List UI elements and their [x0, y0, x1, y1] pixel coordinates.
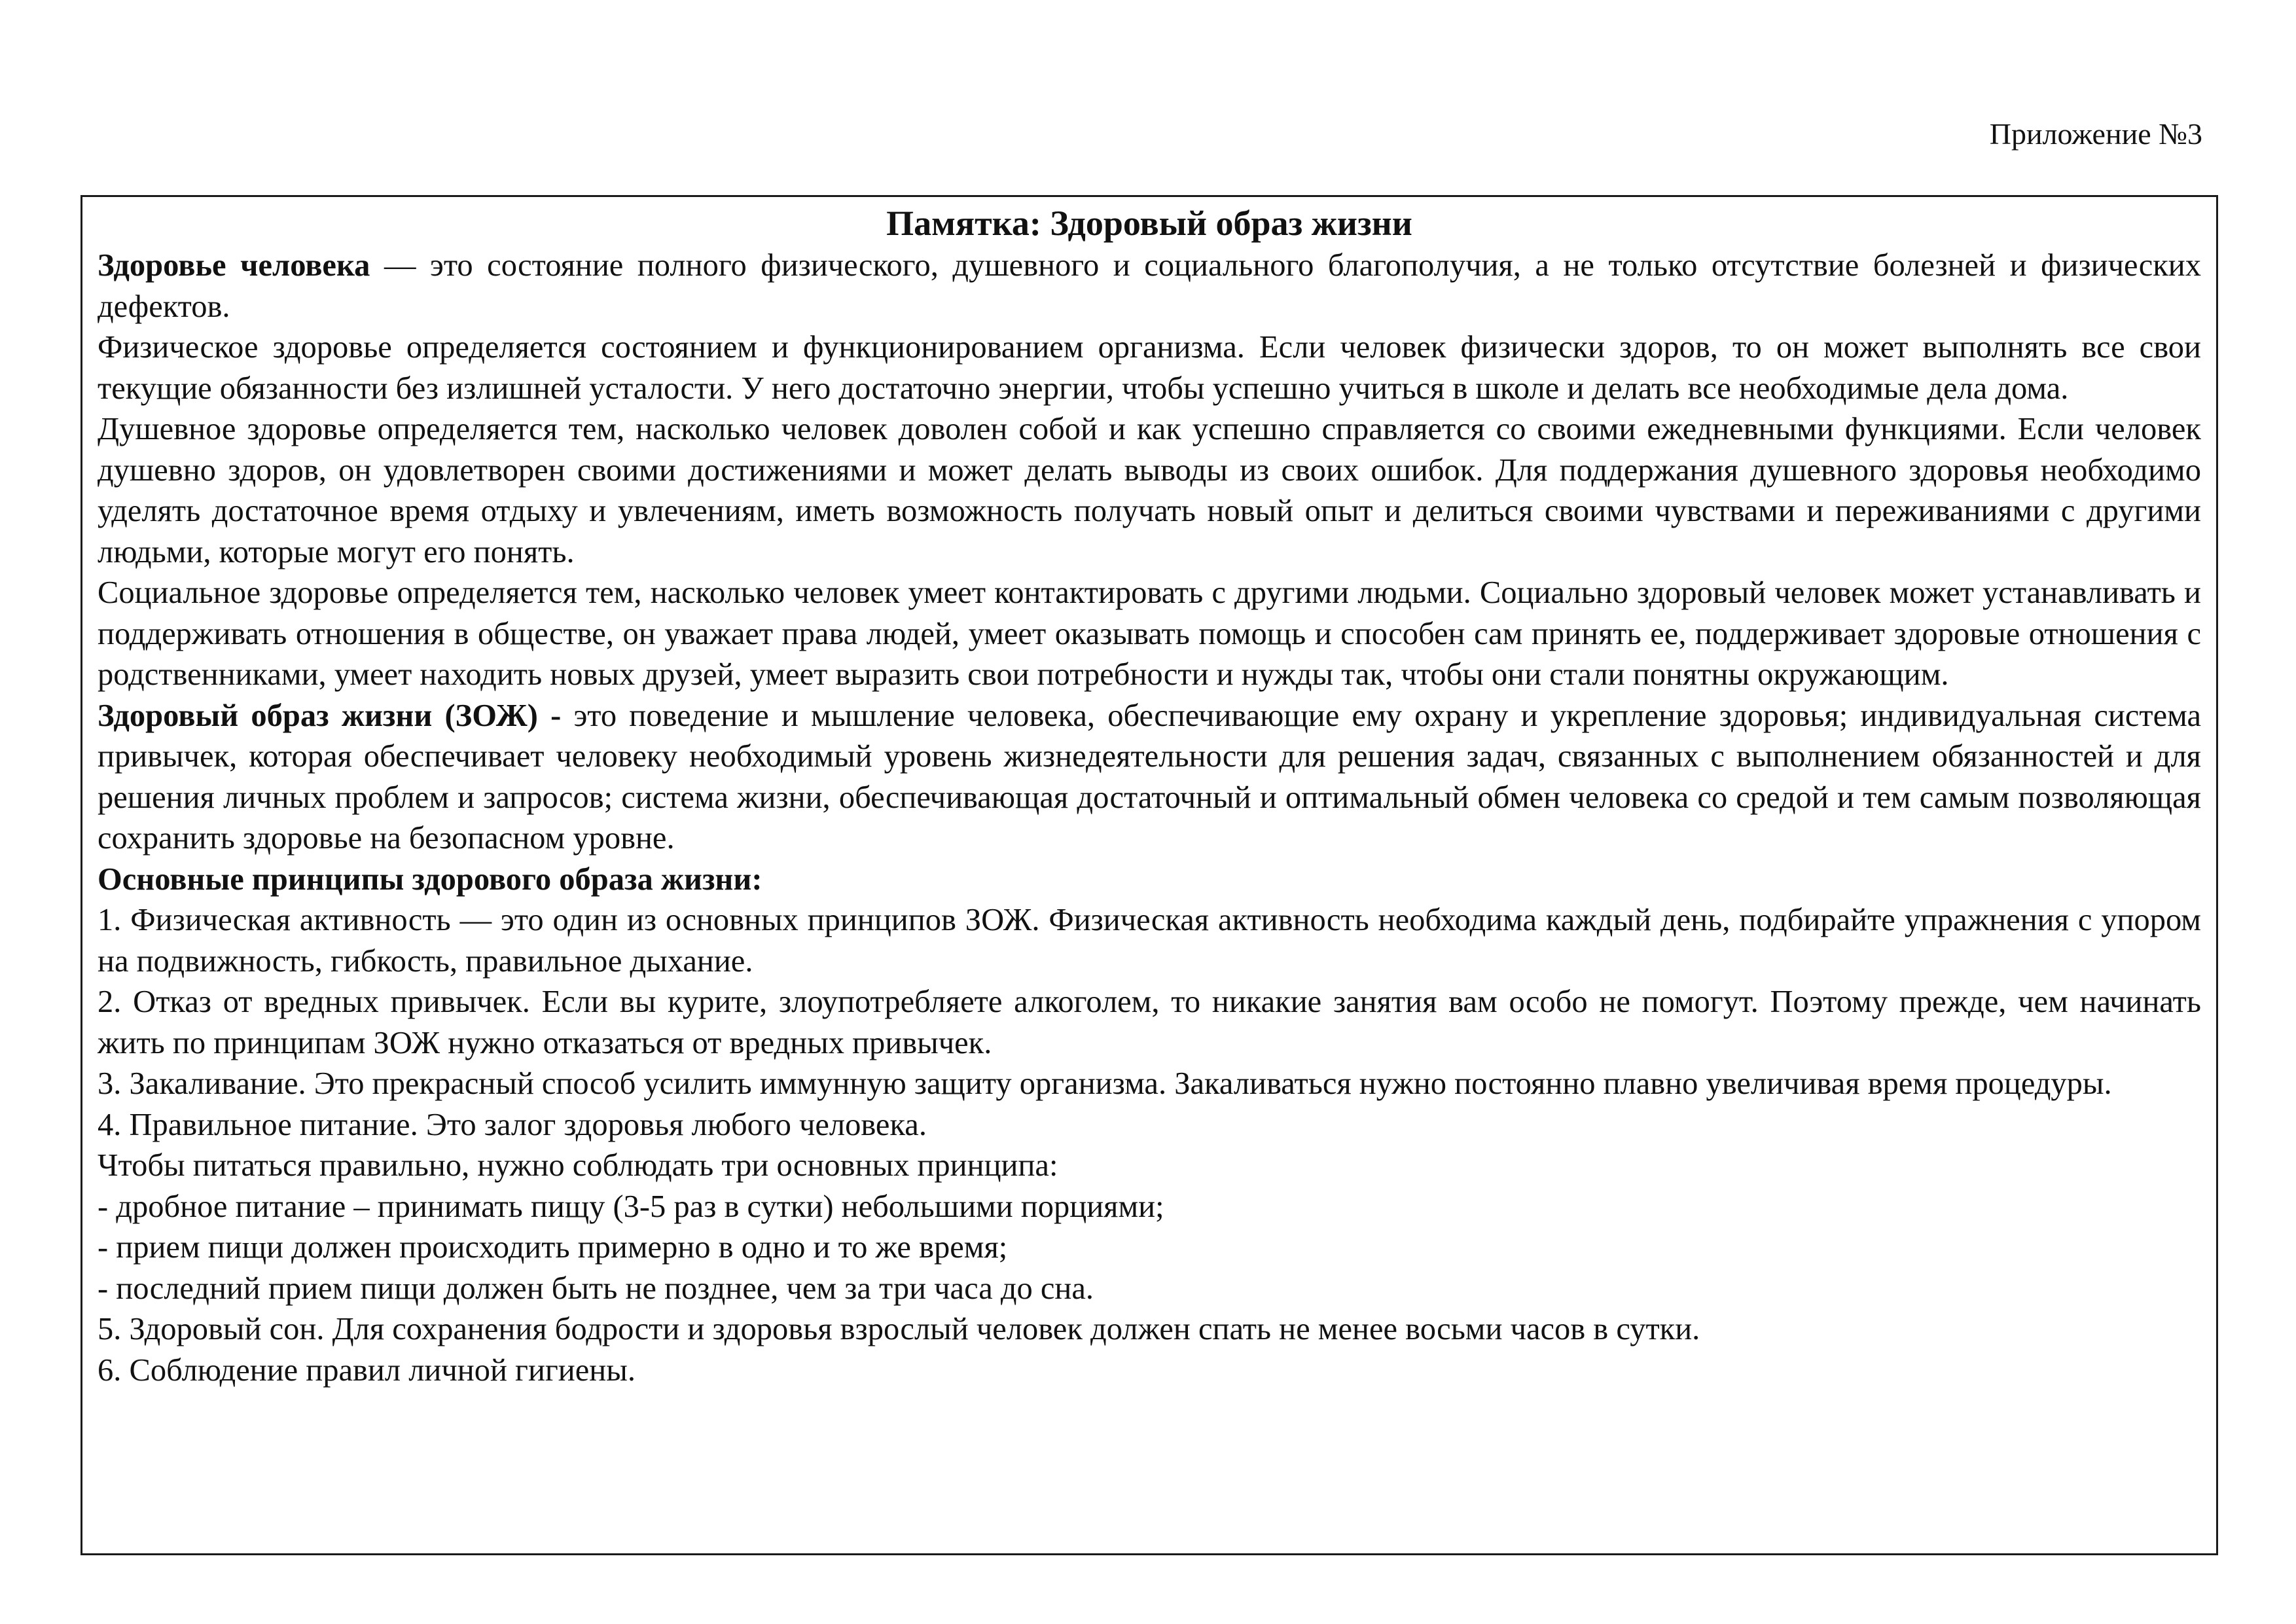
memo-body — [98, 245, 2201, 1391]
social-health-paragraph: Социальное здоровье определяется тем, насколько человек умеет контактировать с другими людьми. Социально здоровый человек может устанавливать и поддерживать отношения в обществе, он уважает права людей, умеет оказывать помощь и способен сам принять ее, поддерживает здоровые отношения с родственниками, умеет находить новых друзей, умеет выразить свои потребности и нужды так, чтобы они стали понятны окружающим. — [98, 575, 2201, 692]
principle-item: 3. Закаливание. Это прекрасный способ усилить иммунную защиту организма. Закаливаться нужно постоянно плавно увеличивая время процедуры. — [98, 1066, 2112, 1101]
zozh-definition — [98, 696, 2201, 859]
physical-health-paragraph: Физическое здоровье определяется состоянием и функционированием организма. Если человек физически здоров, то он может выполнять все свои текущие обязанности без излишней усталости. У него достаточно энергии, чтобы успешно учиться в школе и делать все необходимые дела дома. — [98, 330, 2201, 406]
zozh-term: Здоровый образ жизни (ЗОЖ) - — [98, 698, 562, 733]
nutrition-rule: - дробное питание – принимать пищу (3-5 раз в сутки) небольшими порциями; — [98, 1189, 1164, 1224]
memo-box — [81, 195, 2218, 1555]
principles-heading: Основные принципы здорового образа жизни: — [98, 861, 762, 897]
health-term: Здоровье человека — [98, 248, 370, 283]
nutrition-rule: - прием пищи должен происходить примерно в одно и то же время; — [98, 1230, 1008, 1265]
health-definition-text: — это состояние полного физического, душевного и социального благополучия, а не только отсутствие болезней и физических дефектов. — [98, 248, 2201, 324]
principle-item: 2. Отказ от вредных привычек. Если вы курите, злоупотребляете алкоголем, то никакие занятия вам особо не помогут. Поэтому прежде, чем начинать жить по принципам ЗОЖ нужно отказаться от вредных привычек. — [98, 984, 2201, 1060]
principle-item: 4. Правильное питание. Это залог здоровья любого человека. — [98, 1107, 927, 1142]
appendix-label: Приложение №3 — [1989, 117, 2202, 151]
principle-item: 1. Физическая активность — это один из основных принципов ЗОЖ. Физическая активность необходима каждый день, подбирайте упражнения с упором на подвижность, гибкость, правильное дыхание. — [98, 903, 2201, 979]
mental-health-paragraph: Душевное здоровье определяется тем, насколько человек доволен собой и как успешно справляется со своими ежедневными функциями. Если человек душевно здоров, он удовлетворен своими достижениями и может делать выводы из своих ошибок. Для поддержания душевного здоровья необходимо уделять достаточное время отдыху и увлечениям, иметь возможность получать новый опыт и делиться своими чувствами и переживаниями с другими людьми, которые могут его понять. — [98, 412, 2201, 569]
nutrition-intro: Чтобы питаться правильно, нужно соблюдать три основных принципа: — [98, 1148, 1058, 1183]
principle-item: 6. Соблюдение правил личной гигиены. — [98, 1352, 636, 1388]
principle-item: 5. Здоровый сон. Для сохранения бодрости и здоровья взрослый человек должен спать не менее восьми часов в сутки. — [98, 1312, 1700, 1346]
memo-title: Памятка: Здоровый образ жизни — [886, 204, 1412, 243]
nutrition-rule: - последний прием пищи должен быть не позднее, чем за три часа до сна. — [98, 1271, 1094, 1306]
zozh-definition-text: это поведение и мышление человека, обеспечивающие ему охрану и укрепление здоровья; индивидуальная система привычек, которая обеспечивает человеку необходимый уровень жизнедеятельности для решения задач, связанных с выполнением обязанностей и для решения личных проблем и запросов; система жизни, обеспечивающая достаточный и оптимальный обмен человека со средой и тем самым позволяющая сохранить здоровье на безопасном уровне. — [98, 698, 2201, 856]
health-definition — [98, 245, 2201, 327]
